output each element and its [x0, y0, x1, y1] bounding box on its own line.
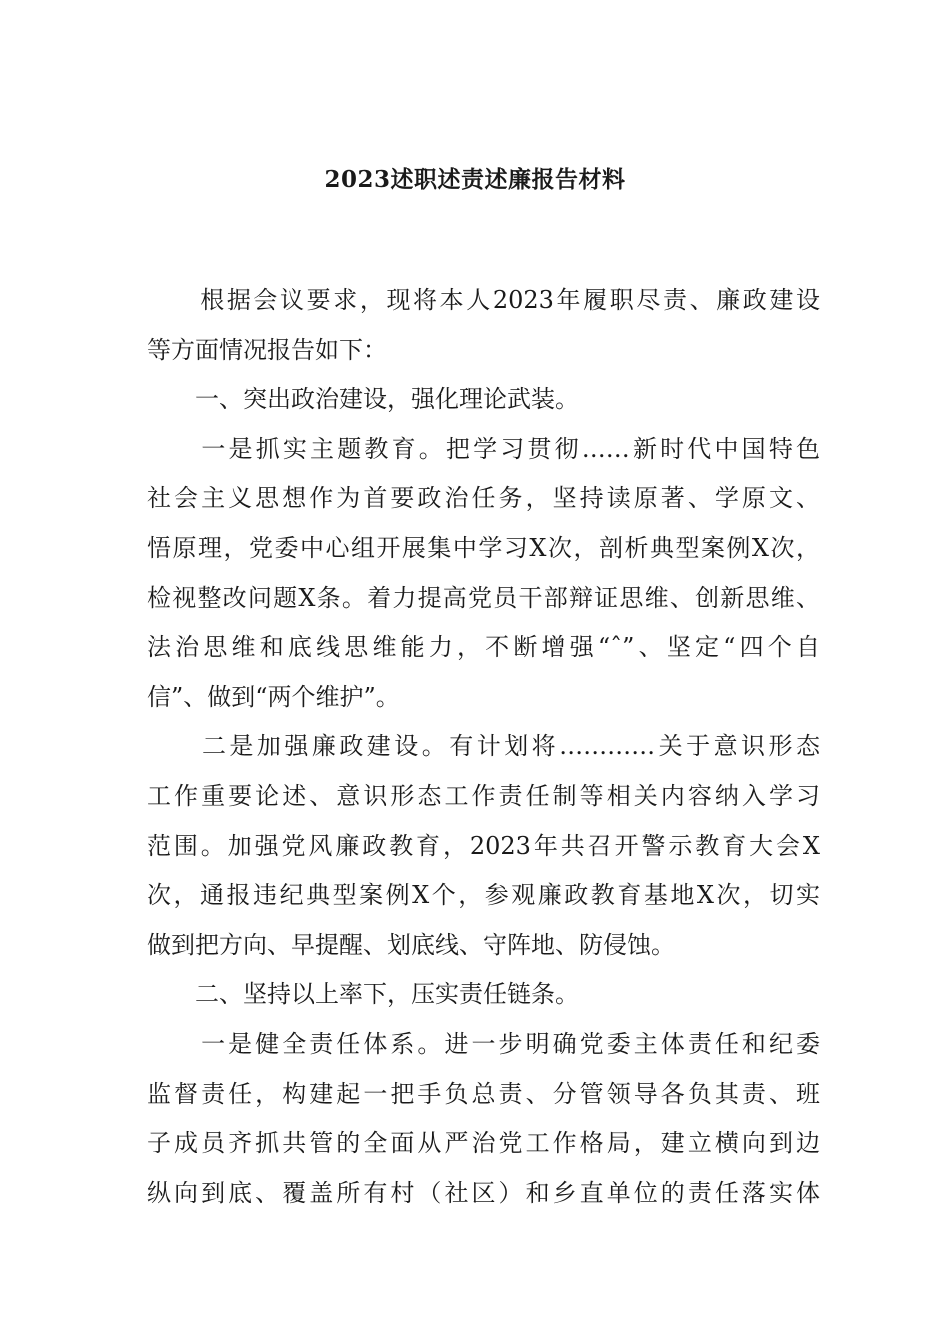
section-heading: 一、突出政治建设，强化理论武装。 — [147, 385, 579, 414]
text-line: 工作重要论述、意识形态工作责任制等相关内容纳入学习 — [147, 781, 820, 810]
text-line: 检视整改问题X条。着力提高党员干部辩证思维、创新思维、 — [147, 583, 820, 612]
text-line: 根据会议要求，现将本人2023年履职尽责、廉政建设 — [147, 286, 820, 314]
text-line: 一是抓实主题教育。把学习贯彻……新时代中国特色 — [147, 434, 820, 463]
document-title: 2023述职述责述廉报告材料 — [324, 166, 626, 193]
text-line: 二是加强廉政建设。有计划将…………关于意识形态 — [147, 732, 820, 761]
document-body — [147, 276, 820, 1218]
text-line: 子成员齐抓共管的全面从严治党工作格局，建立横向到边 — [147, 1129, 820, 1158]
text-line: 纵向到底、覆盖所有村（社区）和乡直单位的责任落实体 — [147, 1178, 820, 1207]
text-line: 做到把方向、早提醒、划底线、守阵地、防侵蚀。 — [147, 930, 675, 959]
text-line: 社会主义思想作为首要政治任务，坚持读原著、学原文、 — [147, 484, 820, 513]
text-line: 法治思维和底线思维能力，不断增强“ˆ”、坚定“四个自 — [147, 633, 820, 662]
text-line: 等方面情况报告如下： — [147, 335, 387, 364]
text-line: 范围。加强党风廉政教育，2023年共召开警示教育大会X — [147, 831, 820, 860]
text-line: 监督责任，构建起一把手负总责、分管领导各负其责、班 — [147, 1079, 820, 1108]
text-line: 次，通报违纪典型案例X个，参观廉政教育基地X次，切实 — [147, 881, 820, 910]
section-heading: 二、坚持以上率下，压实责任链条。 — [147, 980, 579, 1009]
text-line: 一是健全责任体系。进一步明确党委主体责任和纪委 — [147, 1029, 820, 1058]
text-line: 信”、做到“两个维护”。 — [147, 682, 400, 711]
text-line: 悟原理，党委中心组开展集中学习X次，剖析典型案例X次， — [147, 533, 820, 562]
